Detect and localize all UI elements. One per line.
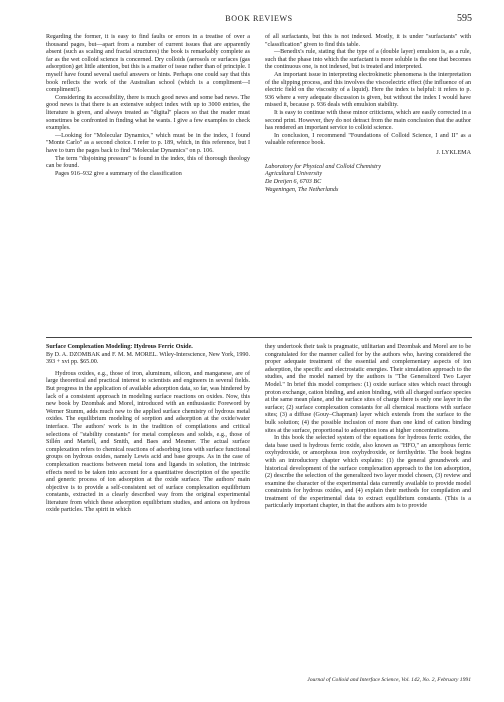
running-title: BOOK REVIEWS bbox=[225, 14, 293, 23]
book-title: Surface Complexation Modeling: Hydrous Ferric Oxide. bbox=[46, 344, 193, 350]
paragraph: Considering its accessibility, there is much good news and some bad news. The good news is that there is an extensive subject index with up to 3000 entries, the literature is given, and always treated as "digital" places so that the reader must sometimes be confronted in finding what he wants. I give a few examples to check examples. bbox=[46, 94, 250, 132]
review2-right-column bbox=[265, 344, 471, 511]
paragraph: In this book the selected system of the equations for hydrous ferric oxides, the data base used is hydrous ferric oxide, also known as "HFO," an amorphous ferric oxyhydroxide, or amorphous iron oxyhydroxide, or ferrihydrite. The book begins with an introductory chapter which explains: (1) the general groundwork and historical development of the surface complexation approach to the ion adsorption, (2) describe the selection of the generalized two layer model chosen, (3) review and examine the character of the experimental data currently available to provide model constraints for hydrous oxides, and (4) explain their methods for compilation and treatment of the experimental data to extract equilibrium constants. (This is a particularly important chapter, in that the authors aim is to provide bbox=[265, 435, 471, 510]
paragraph: In conclusion, I recommend "Foundations of Colloid Science, I and II" as a valuable reference book. bbox=[265, 132, 471, 147]
paragraph: they undertook their task is pragmatic, utilitarian and Dzombak and Morel are to be congratulated for the manner called for by the authors who, having considered the proper adequate treatment of the essential and complementary aspects of ion adsorption, the specific and electrostatic energies. Their simulation approach to the studies, and the model named by the authors is "The Generalized Two Layer Model." In brief this model comprises: (1) oxide surface sites which react through proton exchange, cation binding, and anion binding, with all charged surface species at the same mean plane, and the surface sites of charge there is only one layer in the surface; (2) surface complexation constants for all chemical reactions with surface sites; (3) a diffuse (Gouy–Chapman) layer which extends from the surface to the bulk solution; (4) the possible inclusion of more than one kind of cation binding sites at the surface, proportional to adsorption ions at higher concentrations. bbox=[265, 344, 471, 434]
book-publication-info: By D. A. DZOMBAK and F. M. M. MOREL. Wiley-Interscience, New York, 1990. 393 + xvi pp. $65.00. bbox=[46, 351, 250, 366]
reviewer-affiliation bbox=[265, 164, 471, 195]
paragraph: An important issue in interpreting electrokinetic phenomena is the interpretation of the slipping process, and this involves the viscoelectric effect (the influence of an electric field on the viscosity of a liquid). Here the index is helpful: it refers to p. 936 where a very adequate discussion is given, but without the index I would have missed it, because p. 936 deals with emulsion stability. bbox=[265, 71, 471, 109]
section-divider bbox=[46, 337, 472, 338]
reviewer-name: J. LYKLEMA bbox=[436, 149, 471, 156]
page-header bbox=[46, 13, 472, 27]
paragraph: It is easy to continue with these minor criticisms, which are easily corrected in a second print. However, they do not detract from the main conclusion that the author has rendered an important service to colloid science. bbox=[265, 109, 471, 132]
review1-left-column bbox=[46, 34, 250, 178]
review2-left-column bbox=[46, 344, 250, 515]
review1-right-column bbox=[265, 34, 471, 195]
affiliation-line: Wageningen, The Netherlands bbox=[265, 186, 339, 193]
page-number: 595 bbox=[457, 13, 472, 24]
paragraph: Pages 916–932 give a summary of the classification bbox=[55, 170, 182, 177]
paragraph: of all surfactants, but this is not indexed. Mostly, it is under "surfactants" with "classification" given to find this table. bbox=[265, 34, 471, 48]
paragraph: —Looking for "Molecular Dynamics," which must be in the index, I found "Monte Carlo" as a second choice. I refer to p. 189, which, in this reference, but I have to turn the pages back to find "Molecular Dynamics" on p. 106. bbox=[46, 132, 250, 154]
affiliation-line: Agricultural University bbox=[265, 171, 323, 178]
affiliation-line: Laboratory for Physical and Colloid Chemistry bbox=[265, 163, 381, 170]
journal-footer: Journal of Colloid and Interface Science, Vol. 142, No. 2, February 1991 bbox=[307, 677, 471, 683]
paragraph: —Benedix's rule, stating that the type of a (double layer) emulsion is, as a rule, such that the phase into which the surfactant is more soluble is the one that becomes the continuous one, is not indexed, but is treated and interpreted. bbox=[265, 49, 471, 71]
paragraph: Regarding the former, it is easy to find faults or errors in a treatise of over a thousand pages, but—apart from a number of current issues that are apparently absent (such as scaling and fractal structures) the book is remarkably complete as far as the wet colloid science is concerned. Dry colloids (aerosols or surfaces (gas adsorption) get little attention, but this is a matter of issue rather than of principle. I myself have found several useful answers or hints. Perhaps one could say that this book reflects the work of the Australian school (which is a compliment—I compliment!). bbox=[46, 34, 250, 94]
affiliation-line: De Dreijen 6, 6703 BC bbox=[265, 179, 322, 186]
paragraph: The term "disjoining pressure" is found in the index, this of thorough theology can be found. bbox=[46, 155, 250, 170]
paragraph: Hydrous oxides, e.g., those of iron, aluminum, silicon, and manganese, are of large theoretical and practical interest to scientists and engineers in several fields. But progress in the application of available adsorption data, so far, was hindered by lack of a consistent approach in modeling surface reactions on oxides. Now, this new book by Dzombak and Morel, introduced with an enthusiastic Foreword by Werner Stumm, adds much new to the applied surface chemistry of hydrous metal oxides. The equilibrium modeling of sorption and adsorption at the oxide/water interface. The authors' work is in the tradition of compilations and critical selections of "stability constants" for metal complexes and solids, e.g., those of Sillén and Martell, and Smith, and Baes and Mesmer. The actual surface complexation refers to chemical reactions of adsorbing ions with surface functional groups on hydrous oxides, namely Lewis acid and base groups. As in the case of complexation reactions between metal ions and ligands in solution, the intrinsic effects need to be taken into account for a quantitative description of the specific and generic process of ion adsorption at the oxide surface. The authors' main objective is to provide a self-consistent set of surface complexation equilibrium constants, extracted in a clearly described way from the original experimental literature from which these adsorption equilibrium studies, and anions on hydrous oxide particles. The spirit in which bbox=[46, 370, 250, 514]
